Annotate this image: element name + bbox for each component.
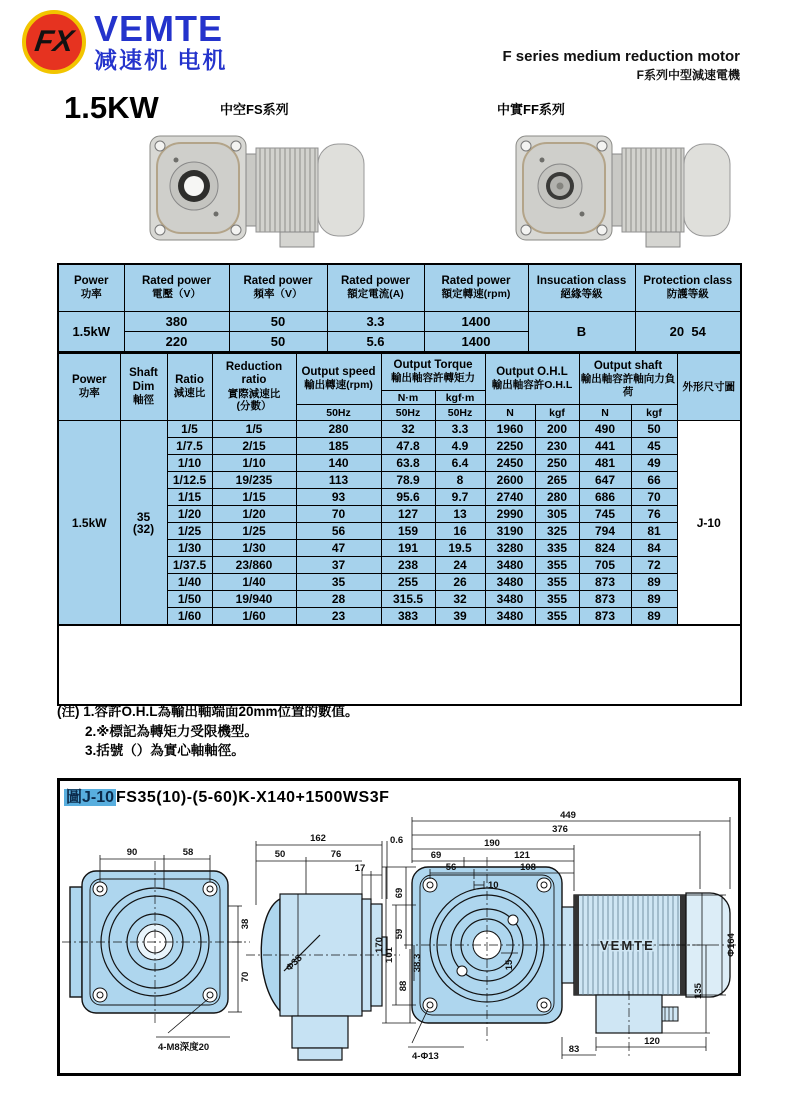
cell-torque-kgfm: 9.7 xyxy=(435,489,485,506)
dim-box-h: 135 xyxy=(693,983,704,999)
cell-shaft-n: 824 xyxy=(579,540,631,557)
h2-nm: N·m xyxy=(381,391,435,405)
cell-reduction: 1/25 xyxy=(212,523,296,540)
dim-len2: 376 xyxy=(552,824,568,835)
cell-ohl-kgf: 250 xyxy=(535,455,579,472)
cell-reduction: 1/15 xyxy=(212,489,296,506)
cell-reduction: 2/15 xyxy=(212,438,296,455)
label-front-tap: 4-M8深度20 xyxy=(158,1042,210,1053)
dim-side-len: 162 xyxy=(310,833,326,844)
ratings-table xyxy=(57,263,742,353)
cell-shaft-kgf: 45 xyxy=(631,438,677,455)
drawing-title xyxy=(64,784,389,807)
cell-shaft-n: 873 xyxy=(579,591,631,608)
cell-insulation: B xyxy=(528,312,635,353)
cell-current: 5.6 xyxy=(327,332,424,353)
brand-subtitle: 减速机 电机 xyxy=(94,46,228,73)
h2-outline: 外形尺寸圖 xyxy=(677,353,741,421)
cell-torque-kgfm: 26 xyxy=(435,574,485,591)
cell-shaft-n: 705 xyxy=(579,557,631,574)
dim-front-h1: 38 xyxy=(240,918,251,930)
cell-ohl-kgf: 325 xyxy=(535,523,579,540)
dim-side-gap: 0.6 xyxy=(390,835,404,846)
h2-kgfm: kgf·m xyxy=(435,391,485,405)
fs-motor-body xyxy=(246,144,364,247)
cell-shaft-n: 873 xyxy=(579,574,631,591)
cell-ratio: 1/60 xyxy=(167,608,212,626)
dim-h-total: 170 xyxy=(374,937,385,953)
cell-torque-kgfm: 32 xyxy=(435,591,485,608)
cell-torque-nm: 32 xyxy=(381,421,435,438)
dim-side-c: 17 xyxy=(354,863,366,874)
cell-ohl-kgf: 230 xyxy=(535,438,579,455)
assembly-view xyxy=(374,810,738,1062)
vemte-logo xyxy=(22,7,228,74)
motor-brand-text: VEMTE xyxy=(600,938,655,953)
cell-shaft-kgf: 49 xyxy=(631,455,677,472)
cell-shaft-n: 873 xyxy=(579,608,631,626)
cell-shaft-kgf: 70 xyxy=(631,489,677,506)
brand-name: VEMTE xyxy=(94,7,224,49)
cell-reduction: 19/235 xyxy=(212,472,296,489)
empty-area xyxy=(58,625,741,705)
dim-h3: 59 xyxy=(394,928,405,940)
sheet-title-en: F series medium reduction motor xyxy=(502,48,740,65)
ff-gearbox xyxy=(516,136,612,240)
cell-shaft-kgf: 50 xyxy=(631,421,677,438)
cell-current: 3.3 xyxy=(327,312,424,332)
h2-output-speed: Output speed 輸出轉速(rpm) xyxy=(296,353,381,405)
cell-torque-nm: 47.8 xyxy=(381,438,435,455)
dim-e: 10 xyxy=(488,880,499,891)
h2-hz-speed: 50Hz xyxy=(296,405,381,421)
cell-speed: 23 xyxy=(296,608,381,626)
cell-shaft-kgf: 76 xyxy=(631,506,677,523)
dim-front-h2: 70 xyxy=(240,971,251,983)
cell-shaft-n: 794 xyxy=(579,523,631,540)
cell-ohl-n: 2740 xyxy=(485,489,535,506)
cell-ohl-kgf: 355 xyxy=(535,608,579,626)
perf-row-1-5 xyxy=(58,421,741,438)
sheet-title-zh: F系列中型減速電機 xyxy=(636,68,740,82)
cell-ohl-kgf: 355 xyxy=(535,574,579,591)
cell-ratio: 1/10 xyxy=(167,455,212,472)
dim-key: 15 xyxy=(504,959,515,971)
cell-reduction: 19/940 xyxy=(212,591,296,608)
ratings-header-row xyxy=(58,264,741,312)
note-line-1: (注) 1.容許O.H.L為輸出軸端面20mm位置的數值。 xyxy=(57,704,359,719)
perf-header-row-1 xyxy=(58,353,741,391)
note-line-2: 2.※標記為轉矩力受限機型。 xyxy=(85,723,258,739)
logo-mark-text: FX xyxy=(32,25,76,58)
cell-torque-nm: 159 xyxy=(381,523,435,540)
ff-motor-body xyxy=(612,144,730,247)
cell-ohl-n: 2600 xyxy=(485,472,535,489)
cell-shaft-kgf: 89 xyxy=(631,591,677,608)
cell-ohl-n: 1960 xyxy=(485,421,535,438)
cell-shaft-n: 481 xyxy=(579,455,631,472)
dim-box-w: 120 xyxy=(644,1036,660,1047)
cell-voltage: 380 xyxy=(124,312,229,332)
cell-ratio: 1/37.5 xyxy=(167,557,212,574)
cell-torque-kgfm: 24 xyxy=(435,557,485,574)
cell-torque-kgfm: 3.3 xyxy=(435,421,485,438)
cell-shaft-kgf: 81 xyxy=(631,523,677,540)
cell-torque-kgfm: 19.5 xyxy=(435,540,485,557)
sheet-title xyxy=(502,48,740,83)
cell-reduction: 1/40 xyxy=(212,574,296,591)
cell-ohl-kgf: 355 xyxy=(535,557,579,574)
dim-h4: 88 xyxy=(398,980,409,992)
cell-shaft-kgf: 66 xyxy=(631,472,677,489)
series-label-fs: 中空FS系列 xyxy=(220,102,289,117)
cell-shaft-n: 647 xyxy=(579,472,631,489)
cell-ohl-n: 3480 xyxy=(485,608,535,626)
dim-a: 69 xyxy=(430,850,442,861)
logo-text xyxy=(94,7,228,73)
cell-torque-nm: 315.5 xyxy=(381,591,435,608)
cell-reduction: 1/10 xyxy=(212,455,296,472)
cell-torque-nm: 255 xyxy=(381,574,435,591)
dim-side-b: 76 xyxy=(330,849,342,860)
dim-side-a: 50 xyxy=(274,849,286,860)
cell-reduction: 1/20 xyxy=(212,506,296,523)
h-current: Rated power 額定電流(A) xyxy=(327,264,424,312)
h2-ohl-n: N xyxy=(485,405,535,421)
cell-speed: 47 xyxy=(296,540,381,557)
cell-ohl-n: 3480 xyxy=(485,591,535,608)
h2-ohl-kgf: kgf xyxy=(535,405,579,421)
cell-shaft-kgf: 89 xyxy=(631,574,677,591)
dim-front-w2: 58 xyxy=(182,847,194,858)
cell-shaft-n: 441 xyxy=(579,438,631,455)
cell-ratio: 1/12.5 xyxy=(167,472,212,489)
cell-shaft-n: 490 xyxy=(579,421,631,438)
cell-frequency: 50 xyxy=(229,312,327,332)
cell-speed: 28 xyxy=(296,591,381,608)
h2-hz-nm: 50Hz xyxy=(381,405,435,421)
power-heading: 1.5KW xyxy=(64,90,159,125)
cell-torque-nm: 191 xyxy=(381,540,435,557)
dim-d: 108 xyxy=(520,862,536,873)
cell-frequency: 50 xyxy=(229,332,327,353)
cell-ohl-n: 2450 xyxy=(485,455,535,472)
cell-speed: 35 xyxy=(296,574,381,591)
cell-ratio: 1/15 xyxy=(167,489,212,506)
cell-shaft-n: 745 xyxy=(579,506,631,523)
note-line-3: 3.括號（）為實心軸軸徑。 xyxy=(85,743,245,759)
cell-ohl-n: 3190 xyxy=(485,523,535,540)
drawing-tag: 圖J-10 xyxy=(66,789,115,806)
cell-speed: 1400 xyxy=(424,332,528,353)
h-insulation: Insucation class 絕緣等級 xyxy=(528,264,635,312)
cell-reduction: 23/860 xyxy=(212,557,296,574)
cell-power: 1.5kW xyxy=(58,421,120,626)
cell-torque-nm: 63.8 xyxy=(381,455,435,472)
cell-speed: 140 xyxy=(296,455,381,472)
h2-output-torque: Output Torque 輸出軸容許轉矩力 xyxy=(381,353,485,391)
cell-torque-kgfm: 13 xyxy=(435,506,485,523)
cell-speed: 56 xyxy=(296,523,381,540)
cell-ratio: 1/50 xyxy=(167,591,212,608)
fs-gearbox xyxy=(150,136,246,240)
cell-speed: 113 xyxy=(296,472,381,489)
cell-speed: 70 xyxy=(296,506,381,523)
cell-ohl-n: 3280 xyxy=(485,540,535,557)
series-label-ff: 中實FF系列 xyxy=(497,102,565,117)
cell-shaft-dim: 35 (32) xyxy=(120,421,167,626)
cell-ratio: 1/25 xyxy=(167,523,212,540)
cell-ohl-kgf: 265 xyxy=(535,472,579,489)
drawing-model-code: FS35(10)-(5-60)K-X140+1500WS3F xyxy=(116,789,390,806)
cell-ohl-n: 3480 xyxy=(485,557,535,574)
cell-ratio: 1/7.5 xyxy=(167,438,212,455)
h-protection: Protection class 防護等級 xyxy=(635,264,741,312)
cell-reduction: 1/5 xyxy=(212,421,296,438)
motor-photo-ff xyxy=(512,130,742,250)
dim-b: 121 xyxy=(514,850,530,861)
front-view xyxy=(62,847,251,1053)
cell-torque-kgfm: 16 xyxy=(435,523,485,540)
cell-torque-nm: 127 xyxy=(381,506,435,523)
h-frequency: Rated power 頻率（V） xyxy=(229,264,327,312)
cell-speed: 1400 xyxy=(424,312,528,332)
h2-output-shaft: Output shaft 輸出軸容許軸向力負荷 xyxy=(579,353,677,405)
h2-hz-kgfm: 50Hz xyxy=(435,405,485,421)
dim-c: 56 xyxy=(445,862,457,873)
h2-ratio: Ratio 減速比 xyxy=(167,353,212,421)
cell-torque-nm: 95.6 xyxy=(381,489,435,506)
notes-block xyxy=(57,702,359,761)
dim-box-x: 83 xyxy=(568,1044,580,1055)
h2-ohl: Output O.H.L 輸出軸容許O.H.L xyxy=(485,353,579,405)
cell-ohl-n: 2990 xyxy=(485,506,535,523)
label-flange-holes: 4-Φ13 xyxy=(412,1051,439,1062)
h2-shaft-dim: Shaft Dim 軸徑 xyxy=(120,353,167,421)
cell-shaft-kgf: 84 xyxy=(631,540,677,557)
h2-power: Power 功率 xyxy=(58,353,120,421)
cell-torque-kgfm: 39 xyxy=(435,608,485,626)
cell-shaft-kgf: 89 xyxy=(631,608,677,626)
cell-reduction: 1/60 xyxy=(212,608,296,626)
dim-h1: 101 xyxy=(384,947,395,963)
motor-photo-fs xyxy=(146,130,376,250)
h2-shaft-kgf: kgf xyxy=(631,405,677,421)
cell-ohl-kgf: 280 xyxy=(535,489,579,506)
performance-table xyxy=(57,352,742,706)
ratings-row-380v xyxy=(58,312,741,332)
h-voltage: Rated power 電壓（V） xyxy=(124,264,229,312)
cell-torque-kgfm: 6.4 xyxy=(435,455,485,472)
cell-power: 1.5kW xyxy=(58,312,124,353)
cell-reduction: 1/30 xyxy=(212,540,296,557)
dimension-drawing-box xyxy=(57,778,741,1076)
dim-total: 449 xyxy=(560,810,576,821)
cell-ohl-n: 2250 xyxy=(485,438,535,455)
cell-outline-ref: J-10 xyxy=(677,421,741,626)
cell-torque-kgfm: 8 xyxy=(435,472,485,489)
cell-ratio: 1/30 xyxy=(167,540,212,557)
cell-shaft-kgf: 72 xyxy=(631,557,677,574)
cell-ratio: 1/5 xyxy=(167,421,212,438)
cell-speed: 280 xyxy=(296,421,381,438)
cell-ohl-kgf: 355 xyxy=(535,591,579,608)
h2-shaft-n: N xyxy=(579,405,631,421)
cell-torque-kgfm: 4.9 xyxy=(435,438,485,455)
dim-h5: 38.3 xyxy=(412,953,423,973)
cell-shaft-n: 686 xyxy=(579,489,631,506)
cell-voltage: 220 xyxy=(124,332,229,353)
dim-flange: 190 xyxy=(484,838,500,849)
cell-ohl-kgf: 200 xyxy=(535,421,579,438)
dim-front-w1: 90 xyxy=(126,847,138,858)
cell-ratio: 1/20 xyxy=(167,506,212,523)
cell-torque-nm: 78.9 xyxy=(381,472,435,489)
cell-speed: 185 xyxy=(296,438,381,455)
h-power: Power 功率 xyxy=(58,264,124,312)
logo-mark-icon xyxy=(22,10,86,74)
cell-speed: 93 xyxy=(296,489,381,506)
cell-speed: 37 xyxy=(296,557,381,574)
cell-ohl-kgf: 335 xyxy=(535,540,579,557)
perf-empty-row xyxy=(58,625,741,705)
cell-protection: 20 54 xyxy=(635,312,741,353)
dim-motor-d: Φ164 xyxy=(726,933,737,957)
h2-reduction: Reduction ratio 實際減速比 (分數） xyxy=(212,353,296,421)
cell-ratio: 1/40 xyxy=(167,574,212,591)
h-speed: Rated power 額定轉速(rpm) xyxy=(424,264,528,312)
cell-ohl-kgf: 305 xyxy=(535,506,579,523)
cell-ohl-n: 3480 xyxy=(485,574,535,591)
dim-side-shaft: Φ38 xyxy=(283,952,305,974)
cell-torque-nm: 383 xyxy=(381,608,435,626)
dim-h2: 69 xyxy=(394,887,405,899)
technical-drawing xyxy=(60,809,740,1071)
cell-torque-nm: 238 xyxy=(381,557,435,574)
